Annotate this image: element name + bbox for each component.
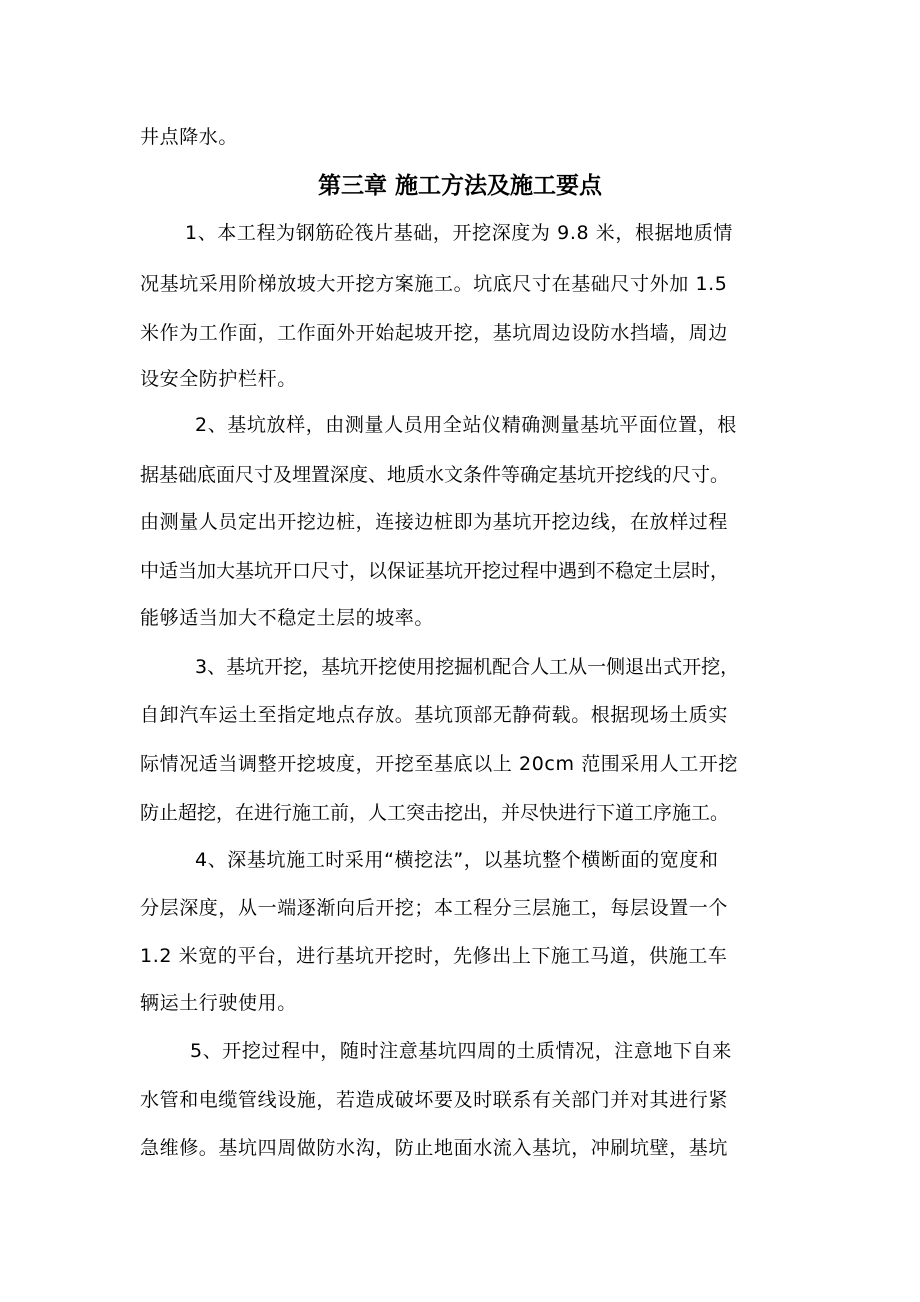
paragraph-1-line-1: 1、本工程为钢筋砼筏片基础，开挖深度为 9.8 米，根据地质情: [185, 222, 733, 244]
paragraph-3-line-3: 际情况适当调整开挖坡度，开挖至基底以上 20cm 范围采用人工开挖: [140, 753, 739, 775]
paragraph-5-line-1: 5、开挖过程中，随时注意基坑四周的土质情况，注意地下自来: [190, 1040, 732, 1062]
paragraph-5-line-3: 急维修。基坑四周做防水沟，防止地面水流入基坑，冲刷坑壁，基坑: [140, 1137, 729, 1159]
paragraph-2-line-5: 能够适当加大不稳定土层的坡率。: [140, 607, 435, 629]
lead-line: 井点降水。: [140, 126, 239, 148]
paragraph-2-line-1: 2、基坑放样，由测量人员用全站仪精确测量基坑平面位置，根: [195, 414, 737, 436]
paragraph-5-line-2: 水管和电缆管线设施，若造成破坏要及时联系有关部门并对其进行紧: [140, 1089, 729, 1111]
paragraph-1-line-4: 设安全防护栏杆。: [140, 368, 297, 390]
chapter-title: 第三章 施工方法及施工要点: [317, 172, 602, 199]
paragraph-1-line-3: 米作为工作面，工作面外开始起坡开挖，基坑周边设防水挡墙，周边: [140, 322, 729, 344]
paragraph-3-line-1: 3、基坑开挖，基坑开挖使用挖掘机配合人工从一侧退出式开挖，: [195, 656, 740, 678]
paragraph-4-line-2: 分层深度，从一端逐渐向后开挖；本工程分三层施工，每层设置一个: [140, 897, 729, 919]
paragraph-4-line-1: 4、深基坑施工时采用“横挖法”，以基坑整个横断面的宽度和: [195, 849, 719, 871]
paragraph-1-line-2: 况基坑采用阶梯放坡大开挖方案施工。坑底尺寸在基础尺寸外加 1.5: [140, 273, 728, 295]
paragraph-2-line-4: 中适当加大基坑开口尺寸，以保证基坑开挖过程中遇到不稳定土层时，: [140, 560, 730, 582]
paragraph-3-line-2: 自卸汽车运土至指定地点存放。基坑顶部无静荷载。根据现场土质实: [140, 704, 729, 726]
paragraph-2-line-3: 由测量人员定出开挖边桩，连接边桩即为基坑开挖边线，在放样过程: [140, 511, 729, 533]
paragraph-4-line-4: 辆运土行驶使用。: [140, 992, 297, 1014]
paragraph-2-line-2: 据基础底面尺寸及埋置深度、地质水文条件等确定基坑开挖线的尺寸。: [140, 464, 730, 486]
paragraph-3-line-4: 防止超挖，在进行施工前，人工突击挖出，并尽快进行下道工序施工。: [140, 802, 730, 824]
paragraph-4-line-3: 1.2 米宽的平台，进行基坑开挖时，先修出上下施工马道，供施工车: [140, 945, 728, 967]
